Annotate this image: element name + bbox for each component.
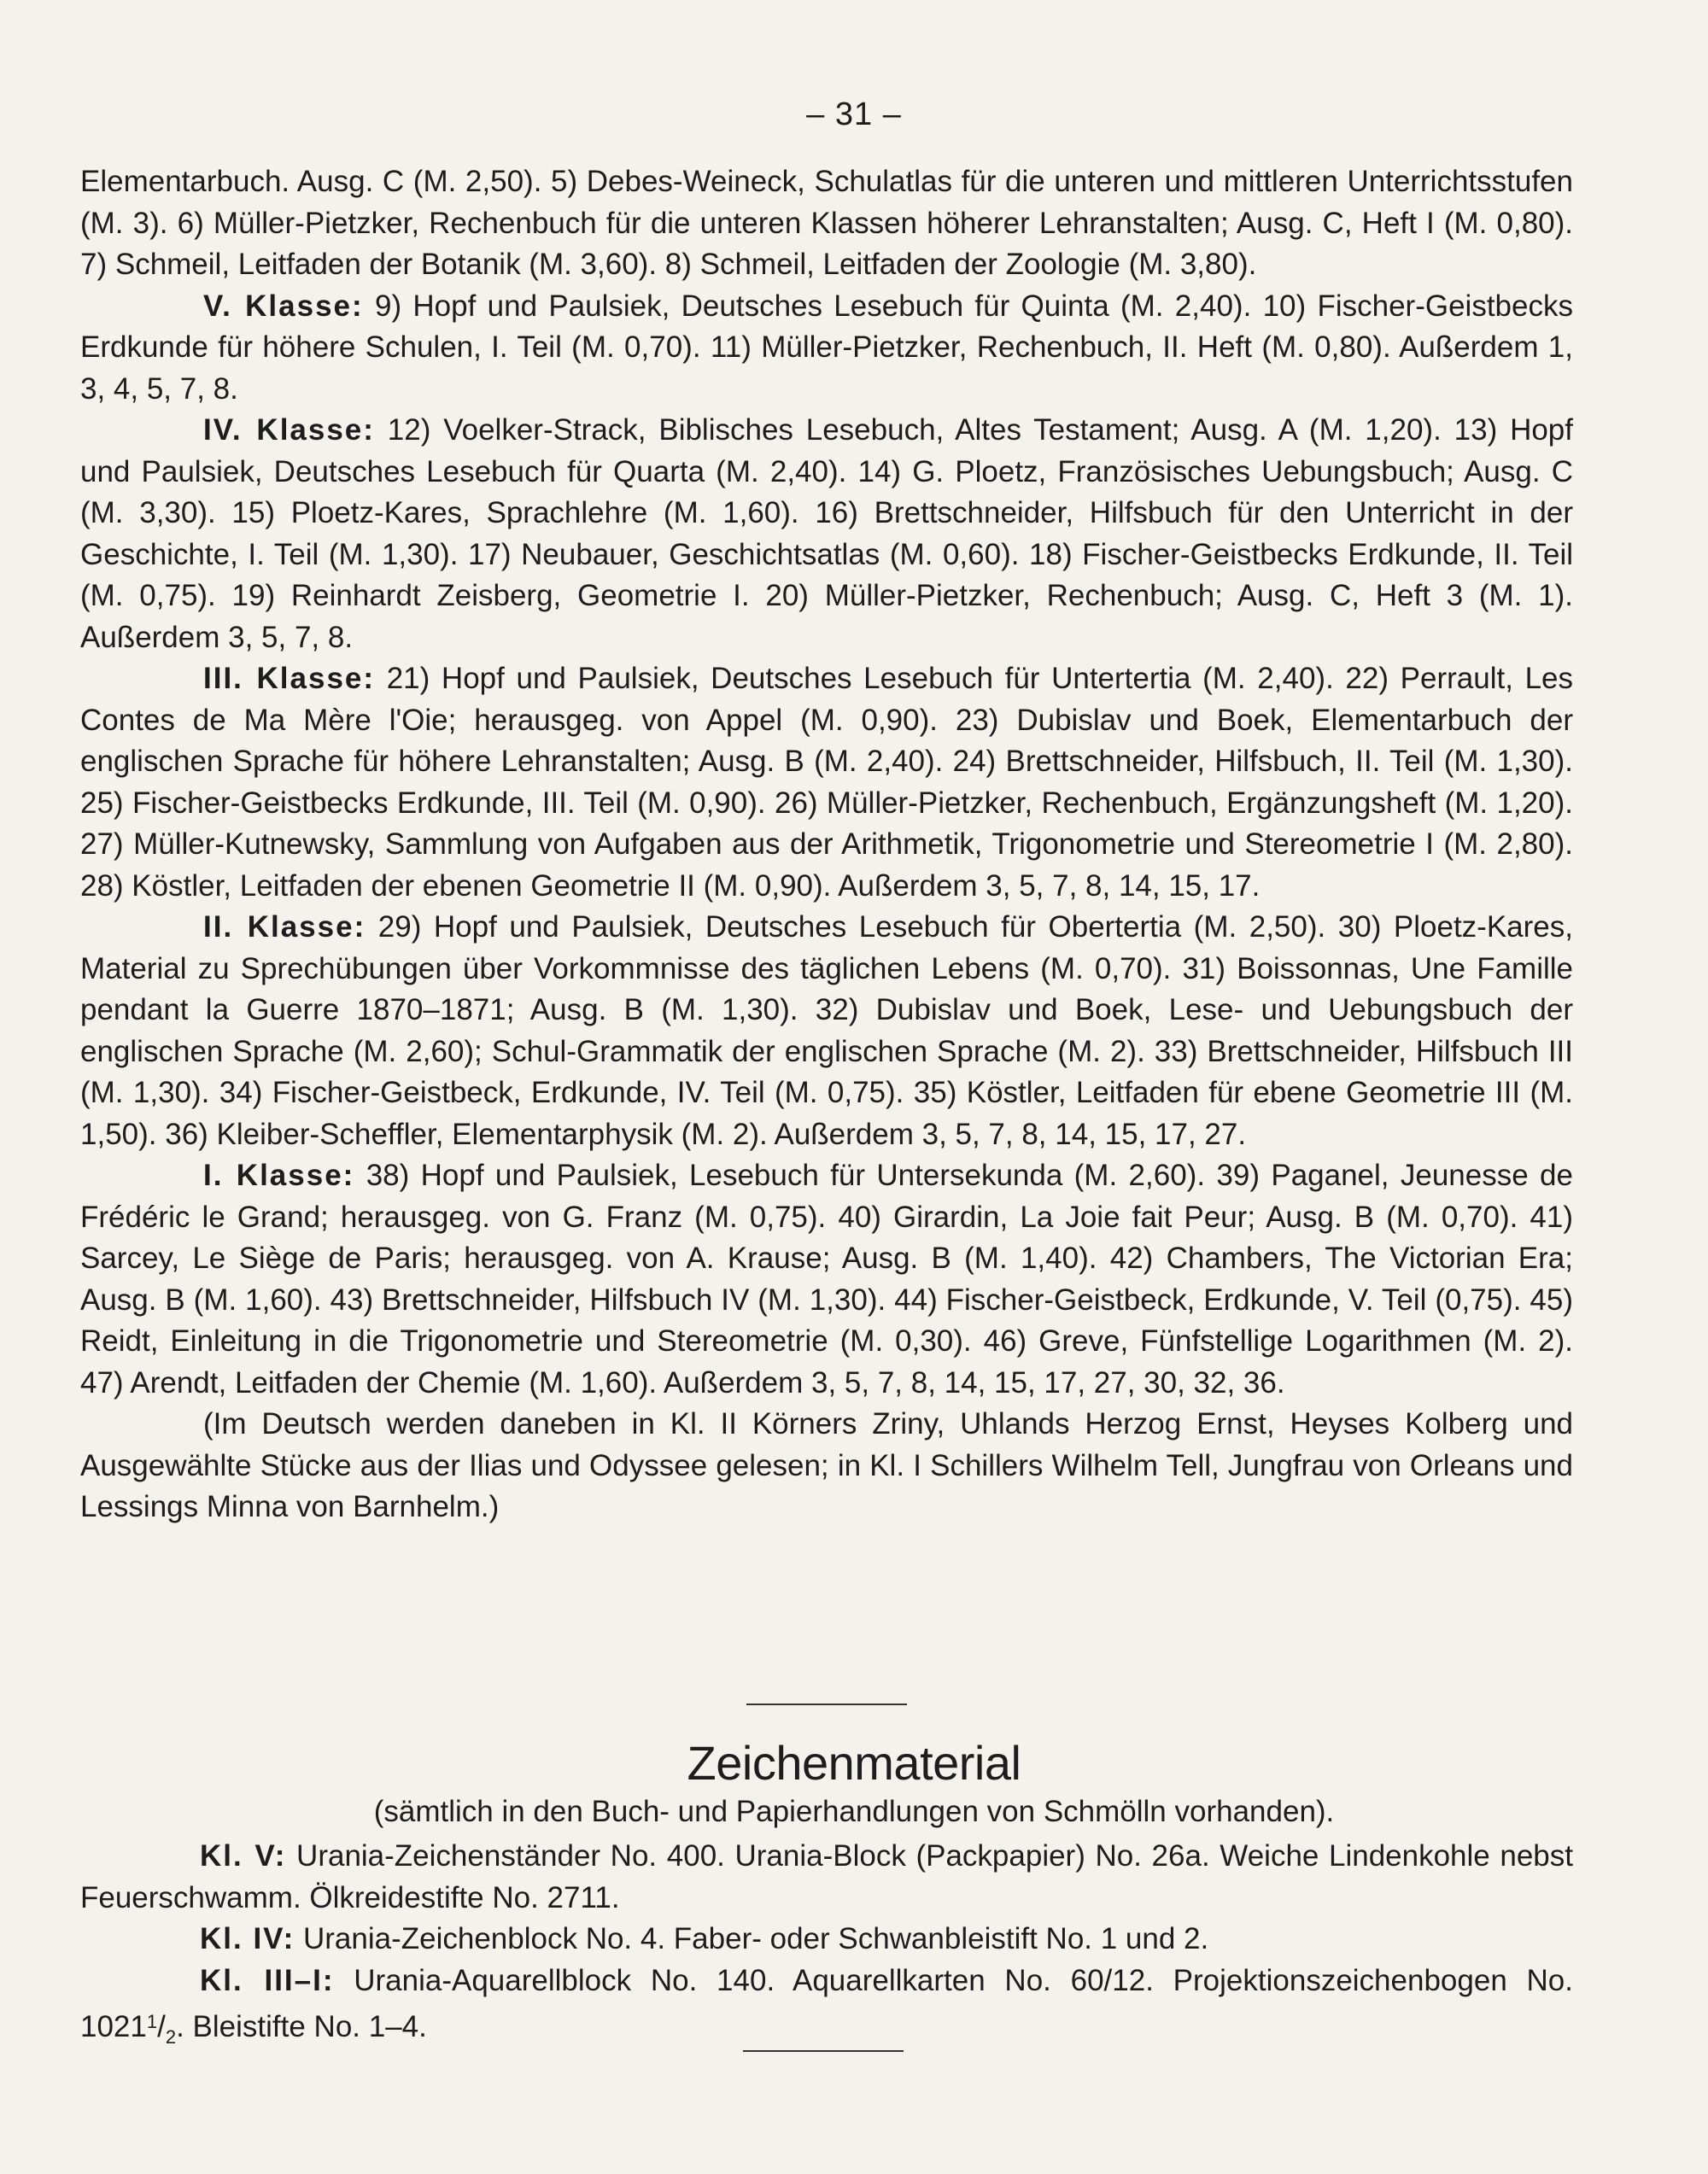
- end-divider: [743, 2050, 904, 2052]
- class-label: II. Klasse:: [203, 910, 366, 944]
- material-text-end: . Bleistifte No. 1–4.: [176, 2010, 427, 2043]
- paragraph-deutsch-note: [80, 1404, 1573, 1528]
- section-subtitle: (sämtlich in den Buch- und Papierhandlungen von Schmölln vorhanden).: [373, 1795, 1335, 1828]
- paragraph-klasse-3: [80, 658, 1573, 907]
- material-class-label: Kl. IV:: [200, 1922, 295, 1955]
- class-label: I. Klasse:: [203, 1159, 355, 1192]
- fraction-numerator: 1: [146, 2011, 158, 2032]
- fraction-denominator: 2: [165, 2026, 177, 2048]
- material-text: Urania-Aquarellblock No. 140. Aquarellkarten No. 60/12. Projektionszeichenbogen No. 1021: [80, 1963, 1573, 2043]
- material-text: Urania-Zeichenständer No. 400. Urania-Block (Packpapier) No. 26a. Weiche Lindenkohle nebst Feuerschwamm. Ölkreidestifte No. 2711.: [80, 1839, 1573, 1914]
- material-class-label: Kl. V:: [200, 1839, 287, 1873]
- paragraph-text: (Im Deutsch werden daneben in Kl. II Körners Zriny, Uhlands Herzog Ernst, Heyses Kolberg und Ausgewählte Stücke aus der Ilias und Odyssee gelesen; in Kl. I Schillers Wilhelm Tell, Jungfrau von Orleans und Lessings Minna von Barnhelm.): [80, 1407, 1573, 1523]
- paragraph-klasse-5: [80, 286, 1573, 411]
- paragraph-text: 29) Hopf und Paulsiek, Deutsches Lesebuch für Obertertia (M. 2,50). 30) Ploetz-Kares, Material zu Sprechübungen über Vorkommnisse des täglichen Lebens (M. 0,70). 31) Boissonnas, Une Famille pendant la Guerre 1870–1871; Ausg. B (M. 1,30). 32) Dubislav und Boek, Lese- und Uebungsbuch der englischen Sprache (M. 2,60); Schul-Grammatik der englischen Sprache (M. 2). 33) Brettschneider, Hilfsbuch III (M. 1,30). 34) Fischer-Geistbeck, Erdkunde, IV. Teil (M. 0,75). 35) Köstler, Leitfaden für ebene Geometrie III (M. 1,50). 36) Kleiber-Scheffler, Elementarphysik (M. 2). Außerdem 3, 5, 7, 8, 14, 15, 17, 27.: [80, 910, 1573, 1151]
- paragraph-text: 38) Hopf und Paulsiek, Lesebuch für Untersekunda (M. 2,60). 39) Paganel, Jeunesse de Frédéric le Grand; herausgeg. von G. Franz (M. 0,75). 40) Girardin, La Joie fait Peur; Ausg. B (M. 0,70). 41) Sarcey, Le Siège de Paris; herausgeg. von A. Krause; Ausg. B (M. 1,40). 42) Chambers, The Victorian Era; Ausg. B (M. 1,60). 43) Brettschneider, Hilfsbuch IV (M. 1,30). 44) Fischer-Geistbeck, Erdkunde, V. Teil (0,75). 45) Reidt, Einleitung in die Trigonometrie und Stereometrie (M. 0,30). 46) Greve, Fünfstellige Logarithmen (M. 2). 47) Arendt, Leitfaden der Chemie (M. 1,60). Außerdem 3, 5, 7, 8, 14, 15, 17, 27, 30, 32, 36.: [80, 1159, 1573, 1400]
- material-text: Urania-Zeichenblock No. 4. Faber- oder Schwanbleistift No. 1 und 2.: [302, 1922, 1209, 1955]
- class-label: V. Klasse:: [203, 289, 364, 323]
- paragraph-klasse-1: [80, 1155, 1573, 1404]
- material-item-kl-3-1: Kl. III–I: Urania-Aquarellblock No. 140. Aquarellkarten No. 60/12. Projektionszeichenbogen No. $1021^1/_2$. Bleistifte No. 1–4.: [80, 1963, 1573, 2048]
- material-item-kl-5: [80, 1836, 1573, 1919]
- paragraph-text: 12) Voelker-Strack, Biblisches Lesebuch, Altes Testament; Ausg. A (M. 1,20). 13) Hopf und Paulsiek, Deutsches Lesebuch für Quarta (M. 2,40). 14) G. Ploetz, Französisches Uebungsbuch; Ausg. C (M. 3,30). 15) Ploetz-Kares, Sprachlehre (M. 1,60). 16) Brettschneider, Hilfsbuch für den Unterricht in der Geschichte, I. Teil (M. 1,30). 17) Neubauer, Geschichtsatlas (M. 0,60). 18) Fischer-Geistbecks Erdkunde, II. Teil (M. 0,75). 19) Reinhardt Zeisberg, Geometrie I. 20) Müller-Pietzker, Rechenbuch; Ausg. C, Heft 3 (M. 1). Außerdem 3, 5, 7, 8.: [80, 413, 1573, 654]
- book-list: [80, 161, 1573, 1528]
- paragraph-text: 21) Hopf und Paulsiek, Deutsches Lesebuch für Untertertia (M. 2,40). 22) Perrault, Les Contes de Ma Mère l'Oie; herausgeg. von Appel (M. 0,90). 23) Dubislav und Boek, Elementarbuch der englischen Sprache für höhere Lehranstalten; Ausg. B (M. 2,40). 24) Brettschneider, Hilfsbuch, II. Teil (M. 1,30). 25) Fischer-Geistbecks Erdkunde, III. Teil (M. 0,90). 26) Müller-Pietzker, Rechenbuch, Ergänzungsheft (M. 1,20). 27) Müller-Kutnewsky, Sammlung von Aufgaben aus der Arithmetik, Trigonometrie und Stereometrie I (M. 2,80). 28) Köstler, Leitfaden der ebenen Geometrie II (M. 0,90). Außerdem 3, 5, 7, 8, 14, 15, 17.: [80, 662, 1573, 903]
- paragraph-continuation: [80, 161, 1573, 286]
- paragraph-text: 9) Hopf und Paulsiek, Deutsches Lesebuch für Quinta (M. 2,40). 10) Fischer-Geistbecks Erdkunde für höhere Schulen, I. Teil (M. 0,70). 11) Müller-Pietzker, Rechenbuch, II. Heft (M. 0,80). Außerdem 1, 3, 4, 5, 7, 8.: [80, 289, 1573, 406]
- material-class-label: Kl. III–I:: [200, 1963, 335, 1997]
- section-divider: [746, 1704, 907, 1705]
- paragraph-klasse-4: [80, 410, 1573, 658]
- class-label: III. Klasse:: [203, 662, 376, 695]
- paragraph-klasse-2: [80, 907, 1573, 1155]
- section-title: Zeichenmaterial: [687, 1736, 1021, 1790]
- drawing-material-list: [80, 1836, 1573, 2059]
- page-number: – 31 –: [806, 96, 902, 132]
- material-item-kl-4: [80, 1919, 1573, 1961]
- class-label: IV. Klasse:: [203, 413, 375, 447]
- paragraph-text: Elementarbuch. Ausg. C (M. 2,50). 5) Debes-Weineck, Schulatlas für die unteren und mittleren Unterrichtsstufen (M. 3). 6) Müller-Pietzker, Rechenbuch für die unteren Klassen höherer Lehranstalten; Ausg. C, Heft I (M. 0,80). 7) Schmeil, Leitfaden der Botanik (M. 3,60). 8) Schmeil, Leitfaden der Zoologie (M. 3,80).: [80, 165, 1573, 281]
